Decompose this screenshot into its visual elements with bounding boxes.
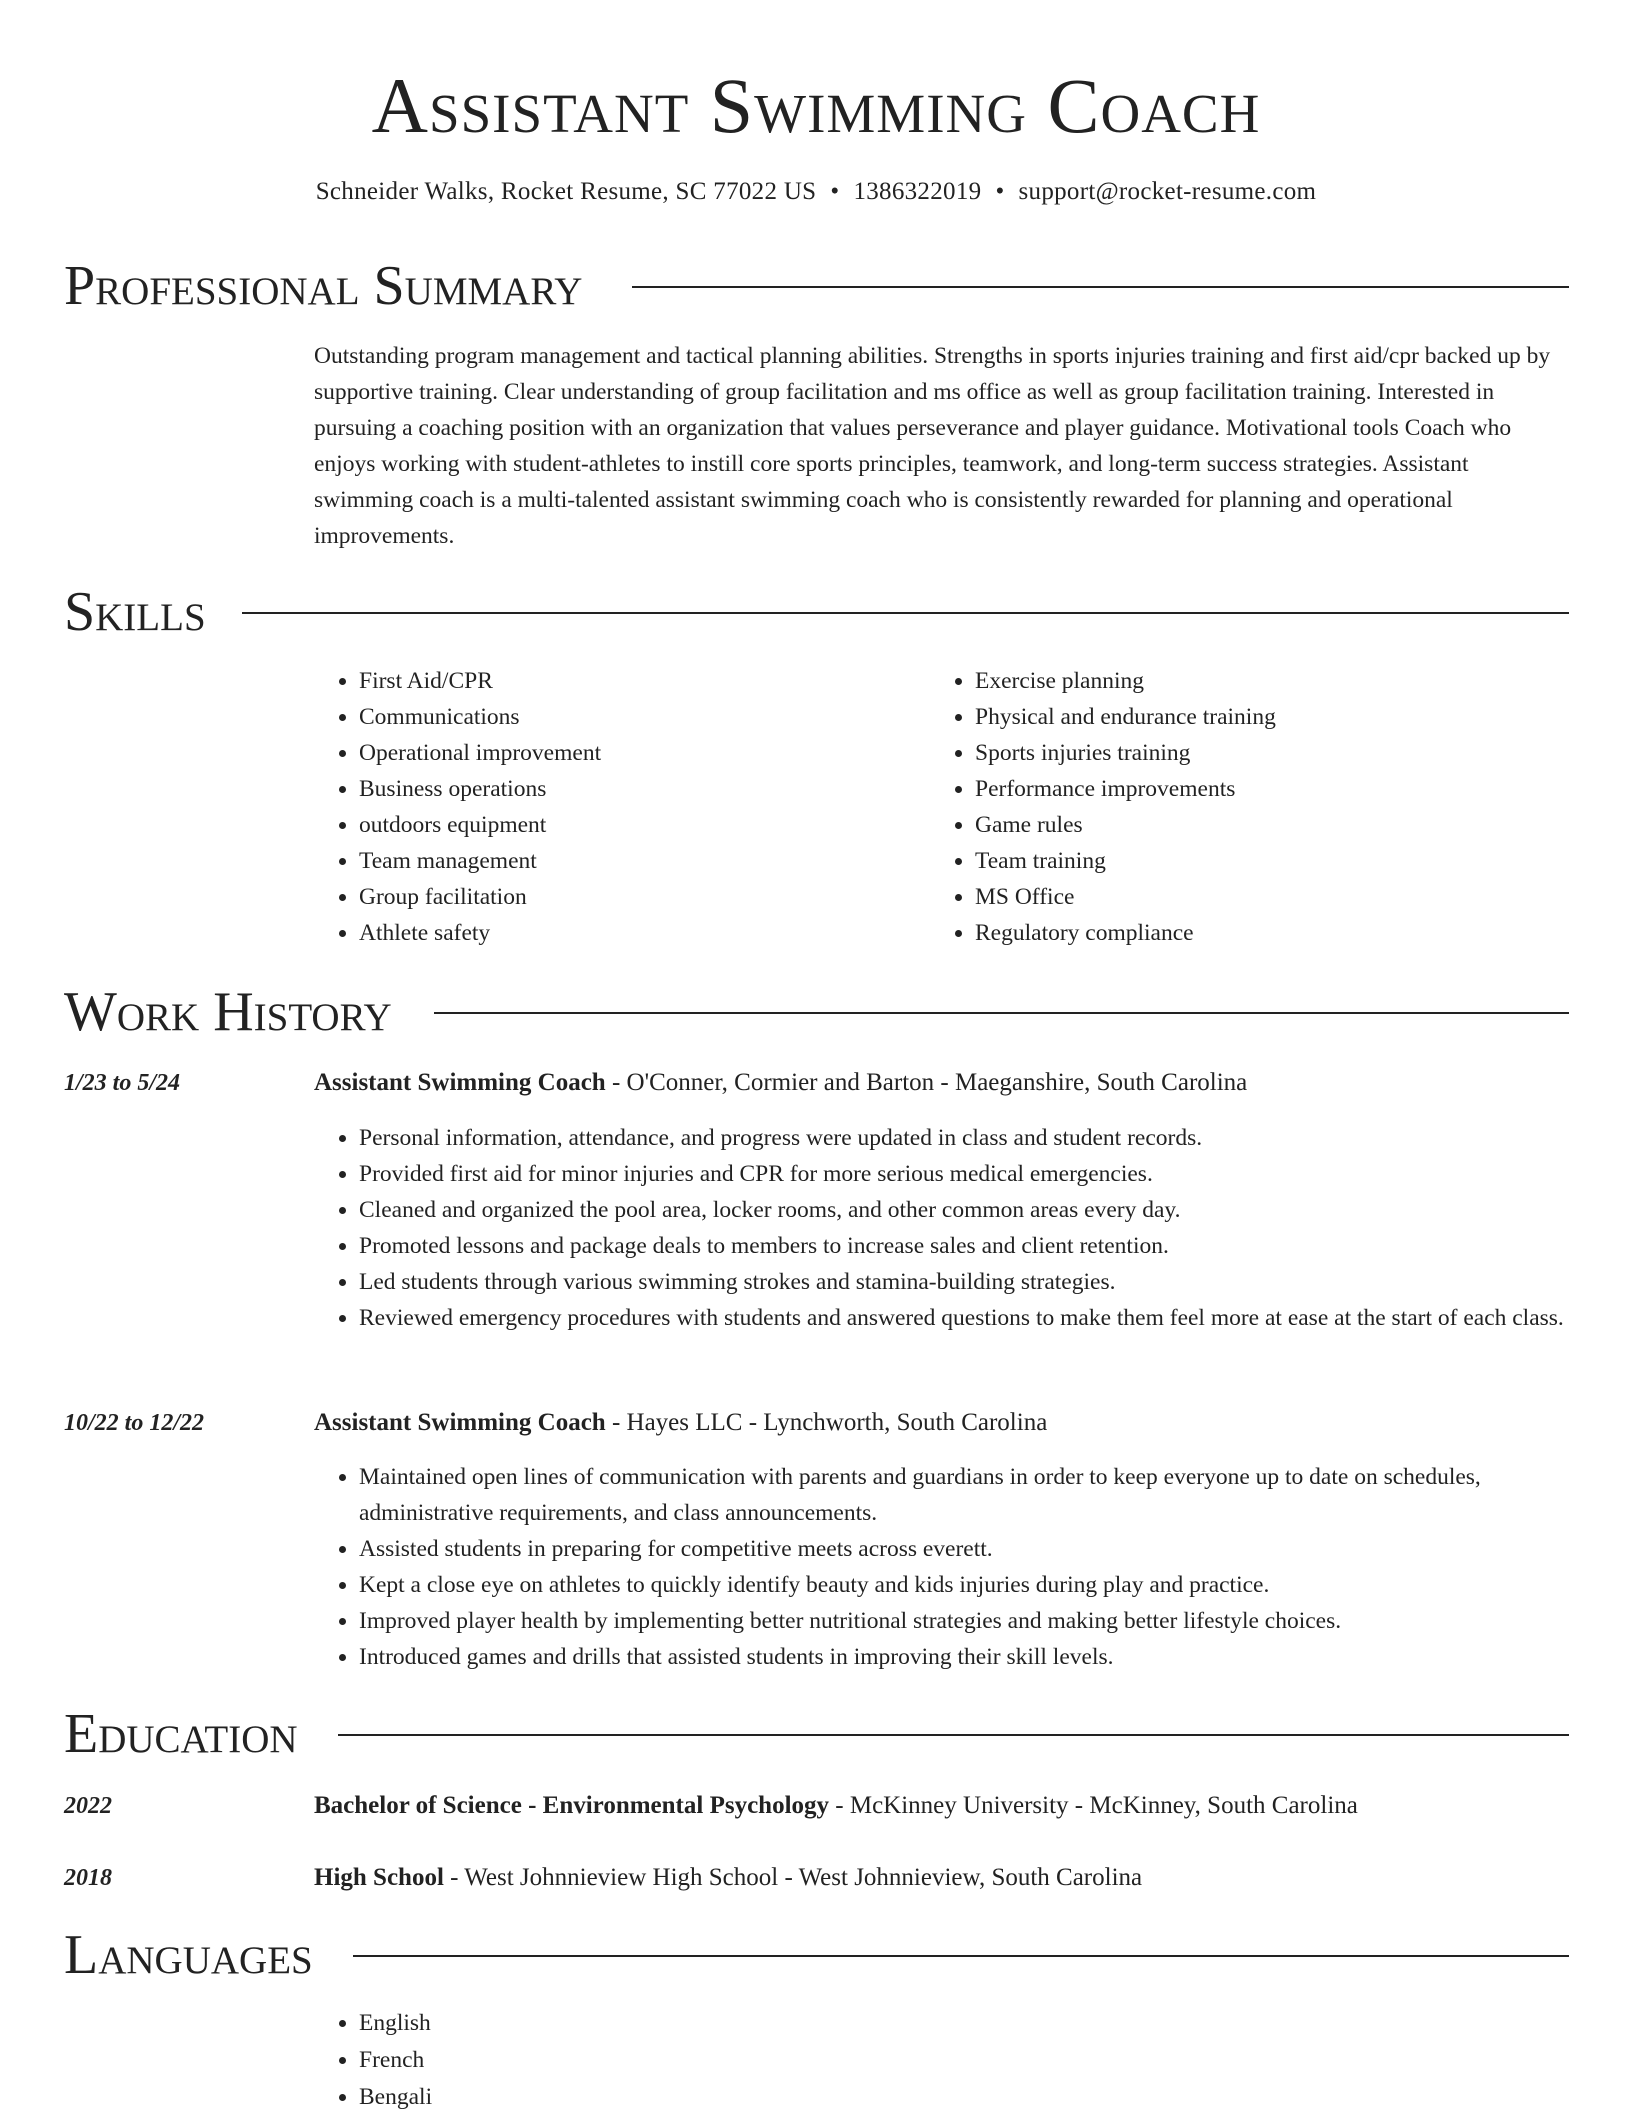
skill-item: • MS Office: [975, 879, 1490, 915]
job-title: Assistant Swimming Coach: [314, 1409, 606, 1436]
section-title-education: Education: [64, 1703, 298, 1765]
education-entry: [314, 1788, 1358, 1824]
contact-separator: •: [830, 178, 840, 205]
job-heading: [314, 1065, 1247, 1101]
contact-phone: 1386322019: [853, 178, 982, 205]
job-duty-item: • Cleaned and organized the pool area, locker rooms, and other common areas every day.: [359, 1192, 1572, 1228]
education-degree: Bachelor of Science - Environmental Psychology: [314, 1792, 830, 1819]
job-duty-item: • Personal information, attendance, and progress were updated in class and student records.: [359, 1120, 1572, 1156]
job-duty-item: • Assisted students in preparing for competitive meets across everett.: [359, 1531, 1572, 1567]
education-year: 2018: [64, 1865, 112, 1891]
skill-item: • Athlete safety: [359, 915, 874, 951]
job-dates: 10/22 to 12/22: [64, 1410, 205, 1436]
job-heading: [314, 1405, 1047, 1441]
education-degree: High School: [314, 1864, 444, 1891]
section-divider: [632, 286, 1569, 288]
language-item: • English: [359, 2005, 914, 2042]
job-dates: 1/23 to 5/24: [64, 1070, 181, 1096]
contact-line: [0, 175, 1632, 209]
skill-item: • Team management: [359, 843, 874, 879]
contact-email: support@rocket-resume.com: [1018, 178, 1317, 205]
skill-item: • Business operations: [359, 771, 874, 807]
skill-item: • Group facilitation: [359, 879, 874, 915]
contact-address: Schneider Walks, Rocket Resume, SC 77022 US: [315, 178, 817, 205]
skills-column-right: [930, 663, 1490, 951]
section-title-skills: Skills: [64, 581, 206, 643]
skill-item: • Exercise planning: [975, 663, 1490, 699]
skill-item: • Operational improvement: [359, 735, 874, 771]
job-duties: [314, 1120, 1572, 1336]
resume-name: Assistant Swimming Coach: [371, 62, 1261, 149]
skill-item: • outdoors equipment: [359, 807, 874, 843]
education-school: - West Johnnieview High School - West Johnnieview, South Carolina: [443, 1864, 1143, 1891]
job-employer-location: - Hayes LLC - Lynchworth, South Carolina: [605, 1409, 1048, 1436]
skill-item: • Physical and endurance training: [975, 699, 1490, 735]
skill-item: • First Aid/CPR: [359, 663, 874, 699]
skill-item: • Regulatory compliance: [975, 915, 1490, 951]
job-duty-item: • Provided first aid for minor injuries and CPR for more serious medical emergencies.: [359, 1156, 1572, 1192]
skill-item: • Team training: [975, 843, 1490, 879]
job-duty-item: • Kept a close eye on athletes to quickly identify beauty and kids injuries during play and practice.: [359, 1567, 1572, 1603]
education-school: - McKinney University - McKinney, South Carolina: [829, 1792, 1358, 1819]
section-title-summary: Professional Summary: [64, 255, 583, 317]
job-employer-location: - O'Conner, Cormier and Barton - Maeganshire, South Carolina: [605, 1069, 1248, 1096]
job-duty-item: • Maintained open lines of communication with parents and guardians in order to keep everyone up to date on schedules, administrative requirements, and class announcements.: [359, 1459, 1572, 1531]
job-duty-item: • Reviewed emergency procedures with students and answered questions to make them feel more at ease at the start of each class.: [359, 1300, 1572, 1336]
skill-item: • Performance improvements: [975, 771, 1490, 807]
skills-column-left: [314, 663, 874, 951]
job-duty-item: • Improved player health by implementing better nutritional strategies and making better lifestyle choices.: [359, 1603, 1572, 1639]
language-item: • Bengali: [359, 2079, 914, 2116]
job-duty-item: • Introduced games and drills that assisted students in improving their skill levels.: [359, 1639, 1572, 1675]
education-entry: [314, 1860, 1142, 1896]
job-duty-item: • Led students through various swimming strokes and stamina-building strategies.: [359, 1264, 1572, 1300]
job-duty-item: • Promoted lessons and package deals to members to increase sales and client retention.: [359, 1228, 1572, 1264]
skill-item: • Game rules: [975, 807, 1490, 843]
summary-text: Outstanding program management and tactical planning abilities. Strengths in sports injuries training and first aid/cpr backed up by supportive training. Clear understanding of group facilitation and ms office as well as group facilitation training. Interested in pursuing a coaching position with an organization that values perseverance and player guidance. Motivational tools Coach who enjoys working with student-athletes to instill core sports principles, teamwork, and long-term success strategies. Assistant swimming coach is a multi-talented assistant swimming coach who is consistently rewarded for planning and operational improvements.: [314, 343, 1551, 549]
section-title-languages: Languages: [64, 1924, 313, 1986]
skill-item: • Sports injuries training: [975, 735, 1490, 771]
section-divider: [434, 1012, 1569, 1014]
section-divider: [338, 1734, 1569, 1736]
section-divider: [242, 612, 1569, 614]
education-year: 2022: [64, 1793, 112, 1819]
job-title: Assistant Swimming Coach: [314, 1069, 606, 1096]
language-item: • French: [359, 2042, 914, 2079]
skill-item: • Communications: [359, 699, 874, 735]
job-duties: [314, 1459, 1572, 1675]
languages-list: [314, 2005, 914, 2116]
section-title-work-history: Work History: [64, 981, 392, 1043]
contact-separator: •: [995, 178, 1005, 205]
section-divider: [353, 1955, 1569, 1957]
